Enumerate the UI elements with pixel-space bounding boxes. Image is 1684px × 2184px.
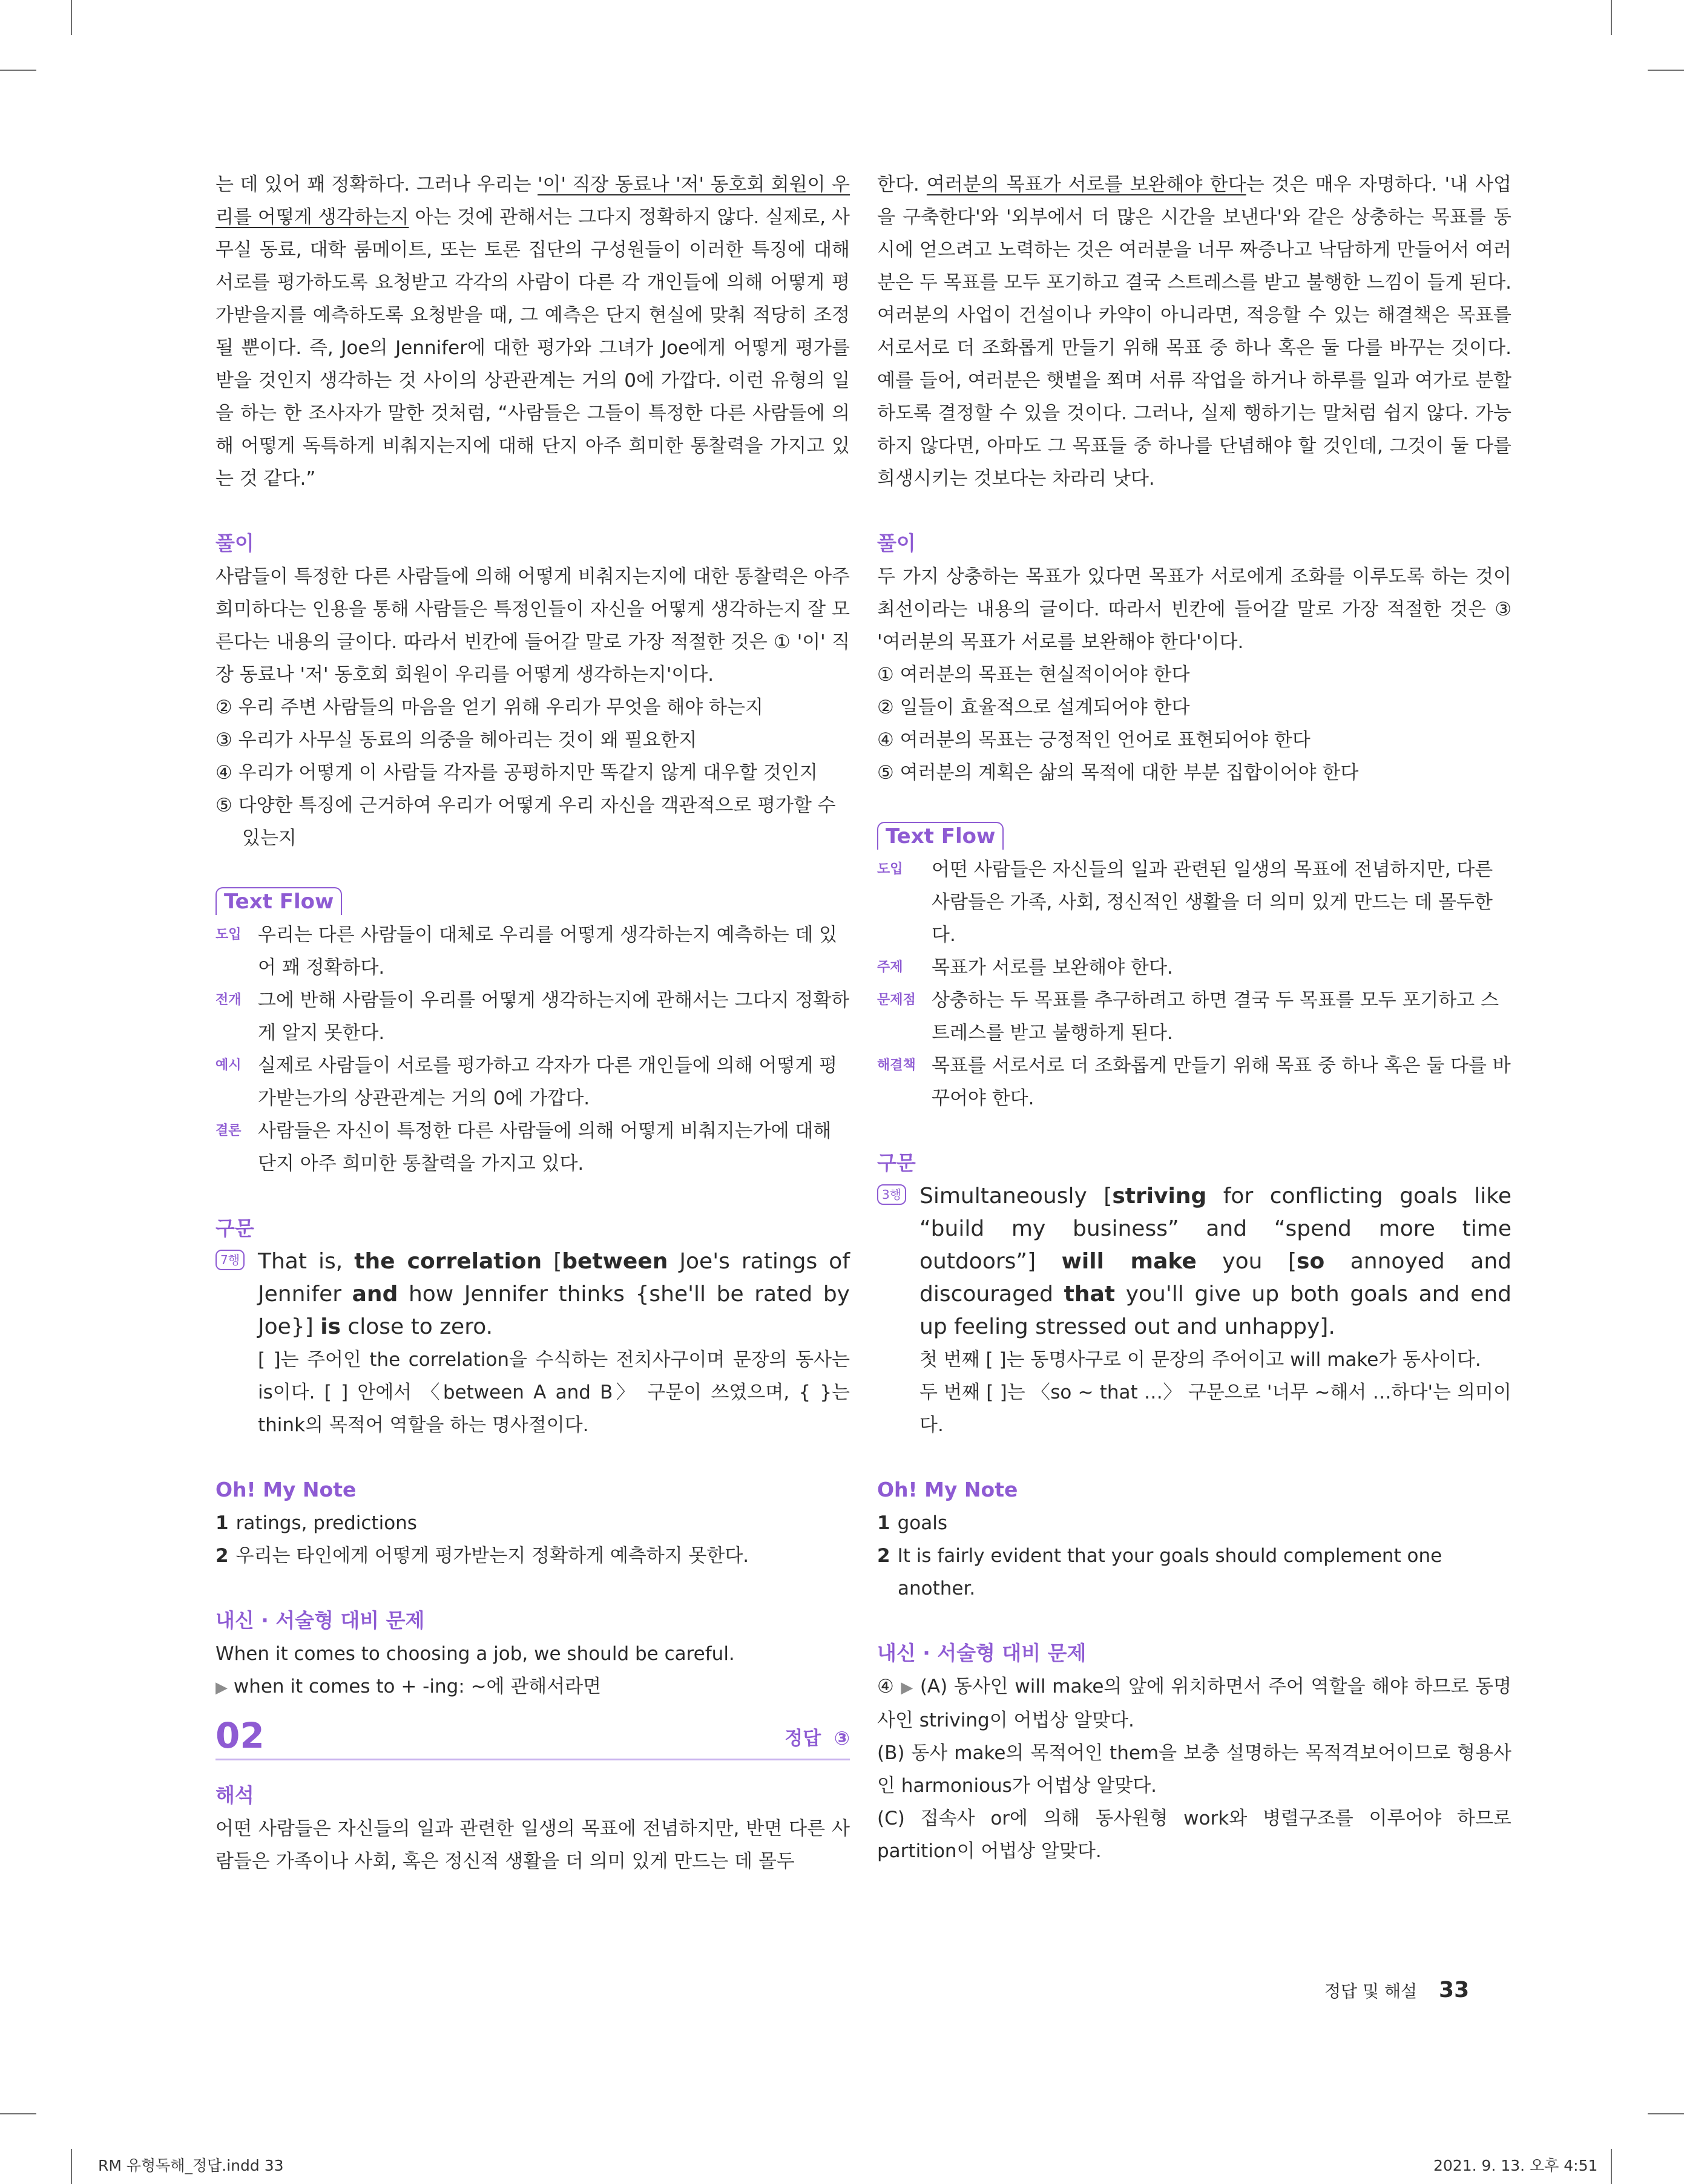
section-heading-gumun: 구문 (215, 1216, 254, 1240)
text-flow-tag: 결론 (215, 1123, 242, 1138)
triangle-bullet-icon: ▶ (215, 1679, 228, 1697)
option-item: ⑤ 여러분의 계획은 삶의 목적에 대한 부분 집합이어야 한다 (877, 762, 1359, 784)
print-slug-file: RM 유형독해_정답.indd 33 (98, 2157, 284, 2174)
triangle-bullet-icon: ▶ (901, 1679, 914, 1697)
text-flow-row (877, 951, 1511, 984)
line-badge: 3행 (877, 1184, 906, 1205)
option-item: ① 여러분의 목표는 현실적이어야 한다 (877, 664, 1190, 686)
section-heading-exam: 내신 · 서술형 대비 문제 (877, 1641, 1087, 1665)
crop-mark (0, 2113, 36, 2114)
text-flow-tag: 전개 (215, 992, 242, 1008)
text-flow-text: 목표를 서로서로 더 조화롭게 만들기 위해 목표 중 하나 혹은 둘 다를 바꾸어야 한다. (932, 1055, 1511, 1109)
option-item: ④ 우리가 어떻게 이 사람들 각자를 공평하지만 똑같지 않게 대우할 것인지 (215, 762, 818, 784)
exam-hint: ▶ when it comes to + -ing: ~에 관해서라면 (215, 1676, 602, 1697)
text-flow-tag: 해결책 (877, 1058, 916, 1073)
grammar-sentence: That is, the correlation [between Joe's ratings of Jennifer and how Jennifer thinks {she'll be rated by Joe}] is close to zero. (258, 1249, 850, 1339)
section-heading-exam: 내신 · 서술형 대비 문제 (215, 1608, 425, 1632)
pul-body: 두 가지 상충하는 목표가 있다면 목표가 서로에게 조화를 이루도록 하는 것이 최선이라는 내용의 글이다. 따라서 빈칸에 들어갈 말로 가장 적절한 것은 ③ '여러분의 목표가 서로를 보완해야 한다'이다. (877, 566, 1511, 653)
exam-answer: When it comes to choosing a job, we should be careful. (215, 1643, 735, 1665)
text-flow-title: Text Flow (877, 822, 1004, 850)
page-footer (1324, 1978, 1469, 2002)
translation-text: 아는 것에 관해서는 그다지 정확하지 않다. 실제로, 사무실 동료, 대학 룸메이트, 또는 토론 집단의 구성원들이 이러한 특징에 대해 서로를 평가하도록 요청받고 각각의 사람이 다른 각 개인들에 의해 어떻게 평가받을지를 예측하도록 요청받을 때, 그 예측은 단지 현실에 맞춰 적당히 조정될 뿐이다. 즉, Joe의 Jennifer에 대한 평가와 그녀가 Joe에게 어떻게 평가를 받을 것인지 생각하는 것 사이의 상관관계는 거의 0에 가깝다. 이런 유형의 일을 하는 한 조사자가 말한 것처럼, “사람들은 그들이 특정한 다른 사람들에 의해 어떻게 독특하게 비춰지는지에 대해 단지 아주 희미한 통찰력을 가지고 있는 것 같다.” (215, 206, 850, 490)
text-flow-row (877, 984, 1511, 1049)
text-flow-row (215, 984, 850, 1049)
grammar-explanation: 첫 번째 [ ]는 동명사구로 이 문장의 주어이고 will make가 동사이다. (919, 1349, 1481, 1371)
section-heading-note: Oh! My Note (877, 1478, 1018, 1501)
crop-mark (71, 2149, 72, 2184)
section-heading-pul: 풀이 (215, 531, 254, 555)
text-flow-row (877, 853, 1511, 951)
crop-mark (71, 0, 72, 35)
print-slug-date: 2021. 9. 13. 오후 4:51 (1433, 2157, 1598, 2174)
grammar-explanation: 두 번째 [ ]는 〈so ~ that …〉 구문으로 '너무 ~해서 …하다'는 의미이다. (919, 1382, 1511, 1436)
text-flow-row (215, 1115, 850, 1180)
grammar-item (215, 1245, 850, 1441)
text-flow-tag: 주제 (877, 960, 903, 975)
text-flow-tag: 예시 (215, 1058, 242, 1073)
text-flow-list (215, 919, 850, 1180)
text-flow-text: 목표가 서로를 보완해야 한다. (932, 957, 1173, 979)
option-item: ④ 여러분의 목표는 긍정적인 언어로 표현되어야 한다 (877, 729, 1311, 751)
section-heading-note: Oh! My Note (215, 1478, 357, 1501)
text-flow-text: 상충하는 두 목표를 추구하려고 하면 결국 두 목표를 모두 포기하고 스트레스를 받고 불행하게 된다. (932, 989, 1499, 1044)
text-flow-list (877, 853, 1511, 1115)
crop-mark (0, 70, 36, 71)
text-flow-text: 사람들은 자신이 특정한 다른 사람들에 의해 어떻게 비춰지는가에 대해 단지 아주 희미한 통찰력을 가지고 있다. (258, 1120, 832, 1175)
note-item: 2 It is fairly evident that your goals should complement one another. (877, 1545, 1442, 1599)
right-column (877, 168, 1511, 1868)
option-item: ⑤ 다양한 특징에 근거하여 우리가 어떻게 우리 자신을 객관적으로 평가할 수 있는지 (215, 795, 836, 849)
note-item: 2 우리는 타인에게 어떻게 평가받는지 정확하게 예측하지 못한다. (215, 1545, 749, 1567)
text-flow-text: 어떤 사람들은 자신들의 일과 관련된 일생의 목표에 전념하지만, 다른 사람들은 가족, 사회, 정신적인 생활을 더 의미 있게 만드는 데 몰두한다. (932, 859, 1493, 946)
note-item: 1 ratings, predictions (215, 1512, 417, 1534)
text-flow-title: Text Flow (215, 887, 342, 915)
text-flow-tag: 문제점 (877, 992, 916, 1008)
pul-body: 사람들이 특정한 다른 사람들에 의해 어떻게 비춰지는지에 대한 통찰력은 아주 희미하다는 인용을 통해 사람들은 특정인들이 자신을 어떻게 생각하는지 잘 모른다는 내용의 글이다. 따라서 빈칸에 들어갈 말로 가장 적절한 것은 ① '이' 직장 동료나 '저' 동호회 회원이 우리를 어떻게 생각하는지'이다. (215, 566, 850, 686)
exam-answer-b: (B) 동사 make의 목적어인 them을 보충 설명하는 목적격보어이므로 형용사인 harmonious가 어법상 알맞다. (877, 1742, 1511, 1797)
question-header (215, 1716, 850, 1760)
text-flow-text: 그에 반해 사람들이 우리를 어떻게 생각하는지에 관해서는 그다지 정확하게 알지 못한다. (258, 989, 850, 1044)
translation-underline: '이' 직장 동료나 '저' 동호회 회원이 우리를 어떻게 생각하는지 (215, 174, 850, 228)
translation-text: 는 데 있어 꽤 정확하다. 그러나 우리는 (215, 174, 538, 195)
question-number: 02 (215, 1715, 265, 1756)
text-flow-row (877, 1049, 1511, 1115)
crop-mark (1648, 70, 1684, 71)
answer-indicator: 정답 ③ (784, 1728, 850, 1749)
text-flow-row (215, 1049, 850, 1115)
crop-mark (1611, 0, 1612, 35)
option-item: ② 일들이 효율적으로 설계되어야 한다 (877, 697, 1190, 718)
text-flow-text: 우리는 다른 사람들이 대체로 우리를 어떻게 생각하는지 예측하는 데 있어 꽤 정확하다. (258, 924, 838, 979)
crop-mark (1611, 2149, 1612, 2184)
pul-options (215, 691, 850, 854)
pul-options (877, 658, 1511, 789)
translation-body: 어떤 사람들은 자신들의 일과 관련한 일생의 목표에 전념하지만, 반면 다른 사람들은 가족이나 사회, 혹은 정신적 생활을 더 의미 있게 만드는 데 몰두 (215, 1818, 850, 1872)
option-item: ③ 우리가 사무실 동료의 의중을 헤아리는 것이 왜 필요한지 (215, 729, 697, 751)
exam-answer-a: ④ ▶ (A) 동사인 will make의 앞에 위치하면서 주어 역할을 해야 하므로 동명사인 striving이 어법상 알맞다. (877, 1676, 1512, 1731)
text-flow-tag: 도입 (877, 862, 903, 877)
grammar-item (877, 1180, 1511, 1441)
exam-answer-c: (C) 접속사 or에 의해 동사원형 work와 병렬구조를 이루어야 하므로 partition이 어법상 알맞다. (877, 1808, 1511, 1862)
grammar-explanation: [ ]는 주어인 the correlation을 수식하는 전치사구이며 문장의 동사는 is이다. [ ] 안에서 〈between A and B〉 구문이 쓰였으며, { }는 think의 목적어 역할을 하는 명사절이다. (258, 1349, 850, 1436)
translation-underline: 여러분의 목표가 서로를 보완해야 한다 (926, 174, 1246, 195)
translation-continued (215, 168, 850, 495)
note-item: 1 goals (877, 1512, 947, 1534)
grammar-sentence: Simultaneously [striving for conflicting goals like “build my business” and “spend more time outdoors”] will make you [so annoyed and discouraged that you'll give up both goals and end up feeling stressed out and unhappy]. (919, 1184, 1512, 1339)
text-flow-text: 실제로 사람들이 서로를 평가하고 각자가 다른 개인들에 의해 어떻게 평가받는가의 상관관계는 거의 0에 가깝다. (258, 1055, 838, 1109)
text-flow-row (215, 919, 850, 984)
line-badge: 7행 (215, 1250, 245, 1270)
option-item: ② 우리 주변 사람들의 마음을 얻기 위해 우리가 무엇을 해야 하는지 (215, 697, 763, 718)
left-column (215, 168, 850, 1878)
footer-section-label: 정답 및 해설 (1324, 1981, 1418, 2001)
text-flow-tag: 도입 (215, 927, 242, 942)
section-heading-gumun: 구문 (877, 1151, 916, 1175)
section-heading-pul: 풀이 (877, 531, 916, 555)
crop-mark (1648, 2113, 1684, 2114)
page-number: 33 (1439, 1978, 1470, 2002)
section-heading-haeseok: 해석 (215, 1783, 254, 1807)
translation-continued: 한다. 여러분의 목표가 서로를 보완해야 한다는 것은 매우 자명하다. '내 사업을 구축한다'와 '외부에서 더 많은 시간을 보낸다'와 같은 상충하는 목표를 동시에 얻으려고 노력하는 것은 여러분을 너무 짜증나고 낙담하게 만들어서 여러분은 두 목표를 모두 포기하고 결국 스트레스를 받고 불행한 느낌이 들게 된다. 여러분의 사업이 건설이나 카약이 아니라면, 적응할 수 있는 해결책은 목표를 서로서로 더 조화롭게 만들기 위해 목표 중 하나 혹은 둘 다를 바꾸는 것이다. 예를 들어, 여러분은 햇볕을 쬐며 서류 작업을 하거나 하루를 일과 여가로 분할하도록 결정할 수 있을 것이다. 그러나, 실제 행하기는 말처럼 쉽지 않다. 가능하지 않다면, 아마도 그 목표들 중 하나를 단념해야 할 것인데, 그것이 둘 다를 희생시키는 것보다는 차라리 낫다. (877, 174, 1511, 490)
